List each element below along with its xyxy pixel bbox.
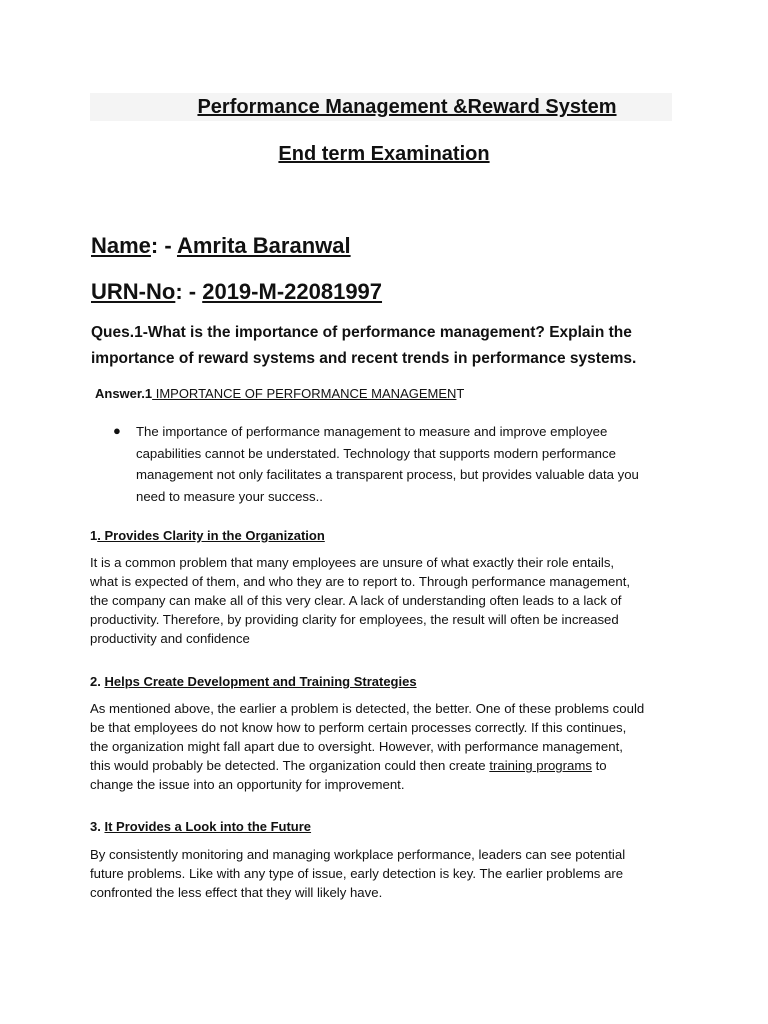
answer-topic-tail: T: [456, 386, 465, 401]
section-3-paragraph: [90, 845, 690, 902]
section-number: 2.: [90, 674, 105, 689]
paragraph-line: productivity and confidence: [90, 631, 250, 646]
section-number: 3.: [90, 819, 105, 834]
section-1-paragraph: [90, 553, 690, 648]
paragraph-line: be that employees do not know how to perform certain processes correctly. If this continues,: [90, 720, 627, 735]
student-name-field: [91, 233, 351, 259]
paragraph-line: the organization might fall apart due to oversight. However, with performance management,: [90, 739, 623, 754]
document-title: Performance Management &Reward System: [197, 96, 617, 118]
answer-heading: [95, 386, 464, 401]
bullet-icon: ●: [113, 423, 121, 438]
question-line: importance of reward systems and recent trends in performance systems.: [91, 350, 637, 367]
urn-value: 2019-M-22081997: [202, 279, 383, 304]
paragraph-line: change the issue into an opportunity for improvement.: [90, 777, 405, 792]
paragraph-line: confronted the less effect that they will likely have.: [90, 885, 383, 900]
bullet-line: need to measure your success..: [136, 488, 323, 504]
training-programs-link[interactable]: training programs: [489, 758, 592, 773]
section-title: . Provides Clarity in the Organization: [97, 528, 325, 543]
section-title: Helps Create Development and Training Strategies: [104, 674, 417, 689]
question-text: [91, 320, 691, 372]
paragraph-text: to: [591, 758, 607, 773]
bullet-line: capabilities cannot be understated. Technology that supports modern performance: [136, 445, 616, 461]
urn-label: URN-No: [91, 279, 176, 304]
answer-topic: IMPORTANCE OF PERFORMANCE MANAGEMEN: [152, 386, 457, 401]
student-urn-field: [91, 279, 382, 305]
name-separator: : -: [150, 233, 177, 258]
section-1-heading: [90, 528, 325, 543]
paragraph-line: As mentioned above, the earlier a problem is detected, the better. One of these problems could: [90, 701, 645, 716]
name-label: Name: [91, 233, 151, 258]
bullet-line: management not only facilitates a transparent process, but provides valuable data you: [136, 467, 639, 482]
bullet-line: The importance of performance management to measure and improve employee: [136, 424, 608, 439]
bullet-paragraph: [136, 421, 686, 507]
paragraph-text: this would probably be detected. The organization could then create: [90, 758, 490, 773]
section-3-heading: [90, 819, 311, 834]
section-title: It Provides a Look into the Future: [104, 819, 312, 834]
section-number: 1: [90, 528, 98, 543]
urn-separator: : -: [175, 279, 203, 304]
paragraph-line: [90, 756, 690, 775]
section-2-heading: [90, 674, 417, 689]
question-line: Ques.1-What is the importance of performance management? Explain the: [91, 324, 632, 341]
paragraph-line: the company can make all of this very clear. A lack of understanding often leads to a lack of: [90, 593, 622, 608]
section-2-paragraph: [90, 699, 690, 794]
paragraph-line: what is expected of them, and who they are to report to. Through performance management,: [90, 574, 631, 589]
answer-label: Answer.1: [95, 386, 153, 401]
name-value: Amrita Baranwal: [176, 233, 351, 258]
document-subtitle: End term Examination: [278, 143, 490, 165]
paragraph-line: By consistently monitoring and managing workplace performance, leaders can see potential: [90, 847, 626, 862]
paragraph-line: productivity. Therefore, by providing clarity for employees, the result will often be increased: [90, 612, 619, 627]
paragraph-line: future problems. Like with any type of issue, early detection is key. The earlier problems are: [90, 866, 624, 881]
paragraph-line: It is a common problem that many employees are unsure of what exactly their role entails,: [90, 555, 615, 570]
